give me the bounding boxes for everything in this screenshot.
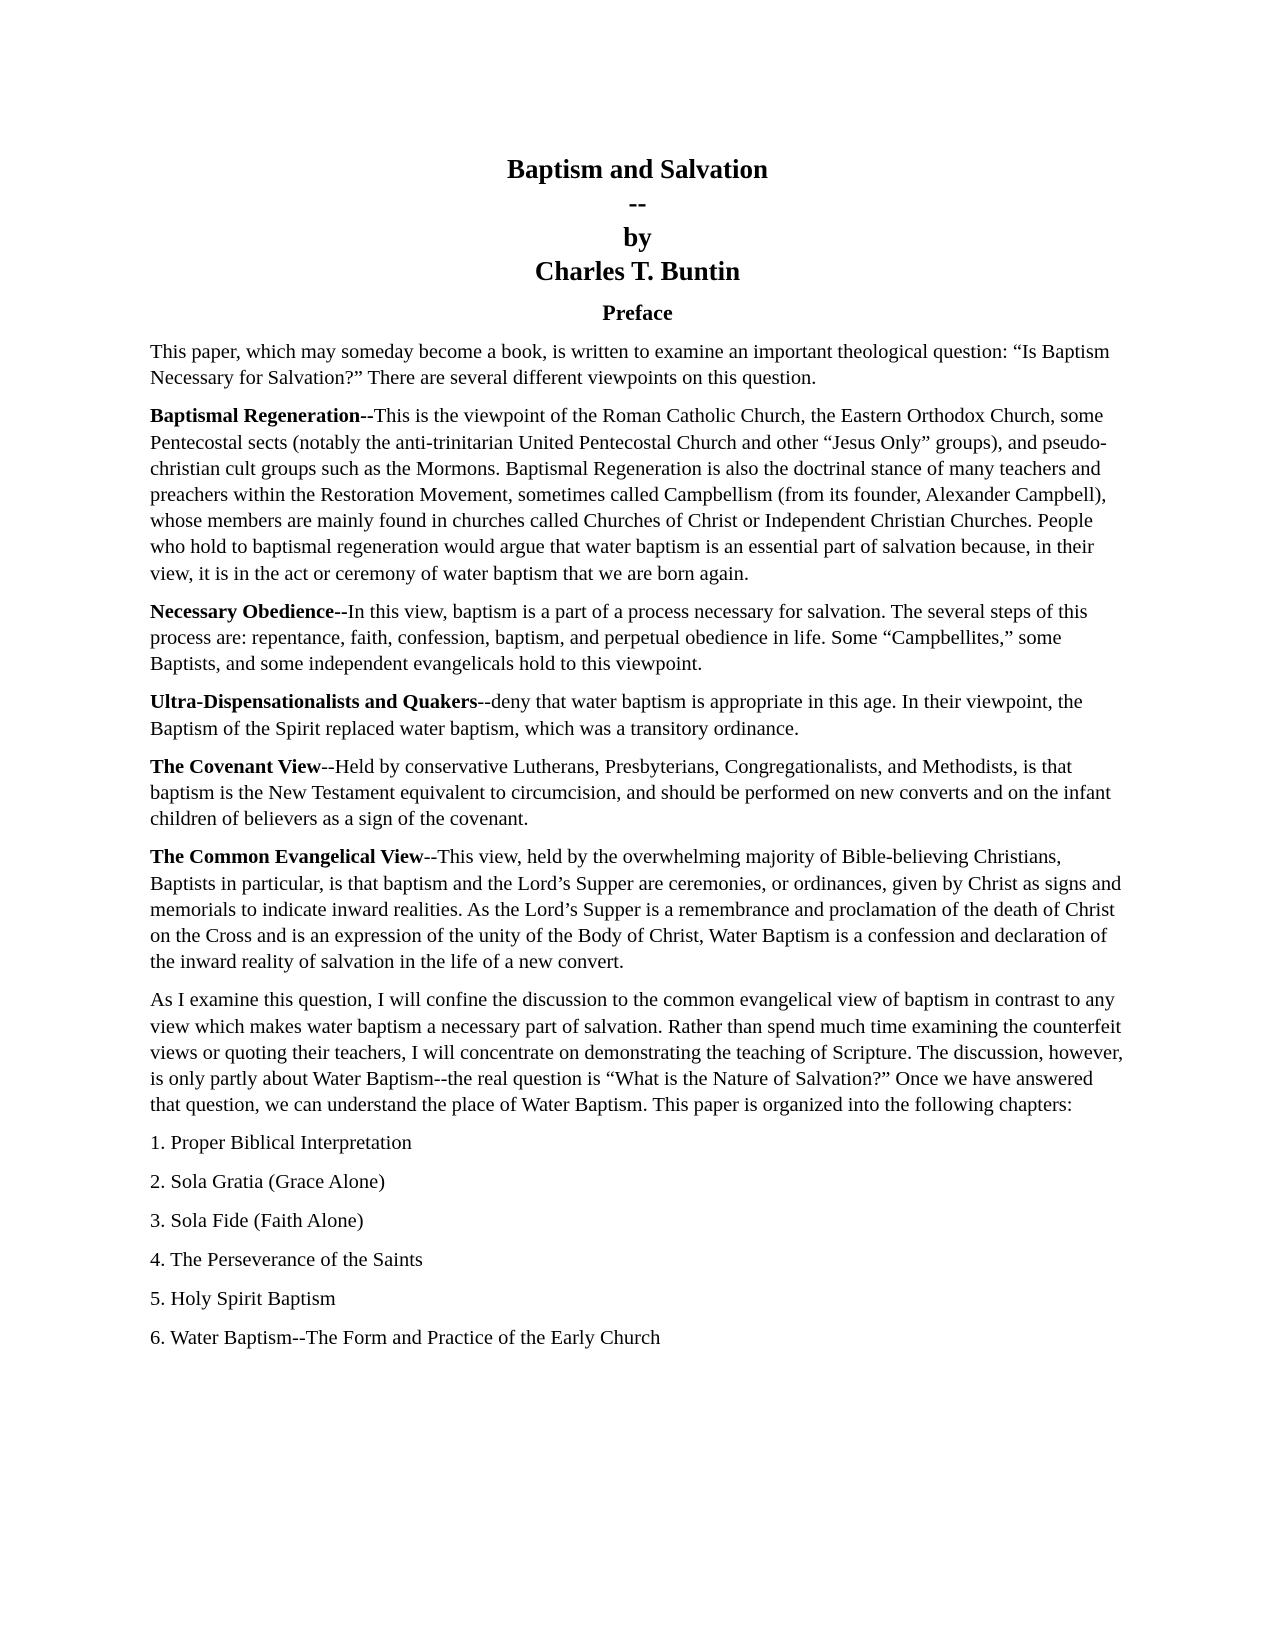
view-necessary-obedience [150,599,1125,678]
view-term: Baptismal Regeneration-- [150,405,374,428]
document-title [150,152,1125,288]
chapter-item: 6. Water Baptism--The Form and Practice of the Early Church [150,1327,661,1350]
chapter-item: 4. The Perseverance of the Saints [150,1249,423,1272]
view-term: Necessary Obedience-- [150,600,348,623]
chapter-item: 1. Proper Biblical Interpretation [150,1132,412,1155]
view-term: Ultra-Dispensationalists and Quakers [150,691,478,714]
view-ultra-dispensationalists [150,689,1125,741]
chapter-item: 2. Sola Gratia (Grace Alone) [150,1171,386,1194]
view-baptismal-regeneration [150,403,1125,586]
view-term: The Covenant View [150,755,322,778]
preface-heading: Preface [602,300,673,325]
title-main: Baptism and Salvation [506,154,769,184]
chapter-item: 5. Holy Spirit Baptism [150,1288,336,1311]
view-covenant [150,754,1125,833]
chapter-list [150,1130,1125,1351]
view-text: --Held by conservative Lutherans, Presbyterians, Congregationalists, and Methodists, is that baptism is the New Testament equivalent to circumcision, and should be performed on new converts and on the infant children of believers as a sign of the covenant. [150,755,1111,831]
view-text: --deny that water baptism is appropriate in this age. In their viewpoint, the Baptism of the Spirit replaced water baptism, which was a transitory ordinance. [150,691,1083,740]
view-common-evangelical [150,844,1125,975]
view-text: This is the viewpoint of the Roman Catholic Church, the Eastern Orthodox Church, some Pentecostal sects (notably the anti-trinitarian United Pentecostal Church and other “Jesus Only” groups), and pseudo-christian cult groups such as the Mormons. Baptismal Regeneration is also the doctrinal stance of many teachers and preachers within the Restoration Movement, sometimes called Campbellism (from its founder, Alexander Campbell), whose members are mainly found in churches called Churches of Christ or Independent Christian Churches. People who hold to baptismal regeneration would argue that water baptism is an essential part of salvation because, in their view, it is in the act or ceremony of water baptism that we are born again. [150,405,1107,585]
preface-closing: As I examine this question, I will confine the discussion to the common evangelical view of baptism in contrast to any view which makes water baptism a necessary part of salvation. Rather than spend much time examining the counterfeit views or quoting their teachers, I will concentrate on demonstrating the teaching of Scripture. The discussion, however, is only partly about Water Baptism--the real question is “What is the Nature of Salvation?” Once we have answered that question, we can understand the place of Water Baptism. This paper is organized into the following chapters: [150,989,1124,1117]
title-author: Charles T. Buntin [534,256,741,286]
view-term: The Common Evangelical View [150,846,424,869]
view-text: --This view, held by the overwhelming majority of Bible-believing Christians, Baptists in particular, is that baptism and the Lord’s Supper are ceremonies, or ordinances, given by Christ as signs and memorials to indicate inward realities. As the Lord’s Supper is a remembrance and proclamation of the death of Christ on the Cross and is an expression of the unity of the Body of Christ, Water Baptism is a confession and declaration of the inward reality of salvation in the life of a new convert. [150,846,1122,974]
document-page [150,152,1125,1364]
title-separator: -- [628,188,647,218]
view-text: In this view, baptism is a part of a process necessary for salvation. The several steps of this process are: repentance, faith, confession, baptism, and perpetual obedience in life. Some “Campbellites,” some Baptists, and some independent evangelicals hold to this viewpoint. [150,600,1088,676]
chapter-item: 3. Sola Fide (Faith Alone) [150,1210,364,1233]
title-by: by [623,222,652,252]
preface-intro: This paper, which may someday become a book, is written to examine an important theological question: “Is Baptism Necessary for Salvation?” There are several different viewpoints on this question. [150,341,1110,390]
